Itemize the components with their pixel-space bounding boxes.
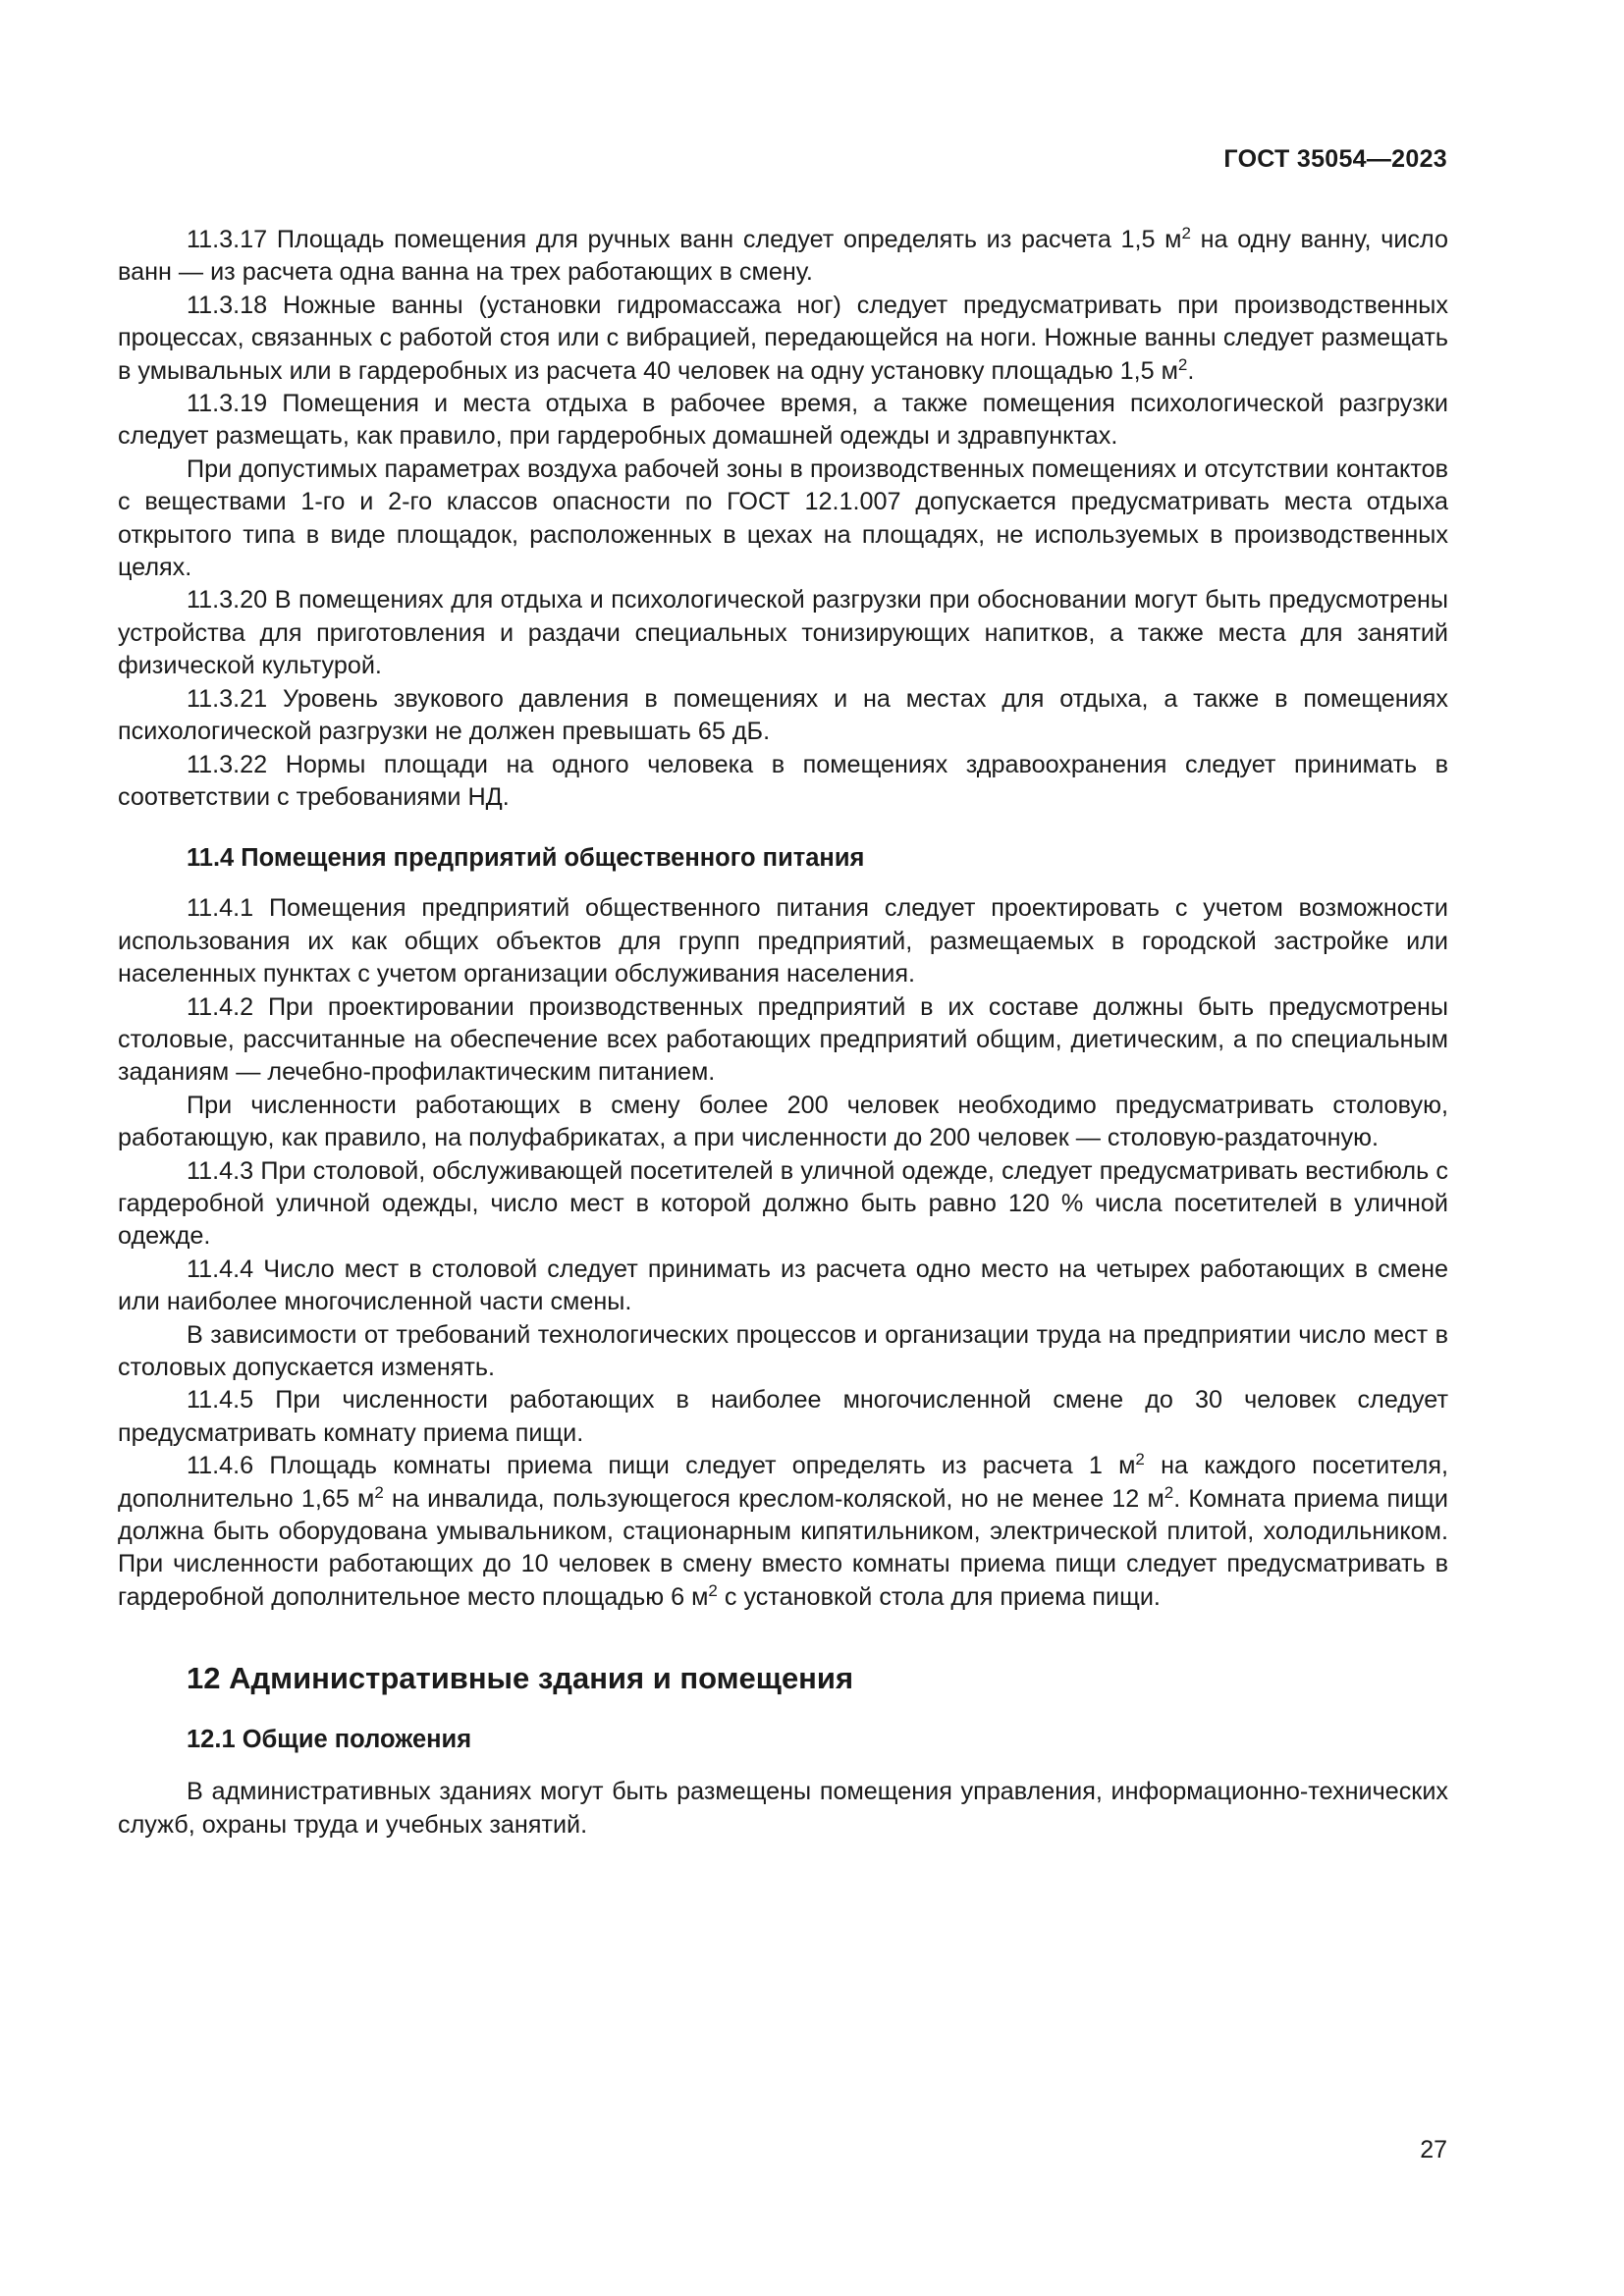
text-run: 11.4.6 Площадь комнаты приема пищи следует определять из расчета 1 м bbox=[187, 1452, 1136, 1480]
paragraph-11-4-5: 11.4.5 При численности работающих в наиболее многочисленной смене до 30 человек следует предусматривать комнату приема пищи. bbox=[118, 1386, 1448, 1447]
superscript: 2 bbox=[1177, 354, 1188, 374]
text-run: 11.3.17 Площадь помещения для ручных ванн следует определять из расчета 1,5 м bbox=[187, 226, 1182, 253]
paragraph-11-3-17 bbox=[118, 224, 1448, 290]
page-number: 27 bbox=[1420, 2136, 1447, 2163]
document-id-header: ГОСТ 35054—2023 bbox=[1223, 145, 1447, 173]
section-heading-11-4: 11.4 Помещения предприятий общественного питания bbox=[187, 844, 865, 873]
paragraph-12-1-intro: В административных зданиях могут быть размещены помещения управления, информационно-технических служб, охраны труда и учебных занятий. bbox=[118, 1778, 1448, 1839]
superscript: 2 bbox=[1164, 1482, 1174, 1502]
text-run: 11.3.18 Ножные ванны (установки гидромассажа ног) следует предусматривать при производственных процессах, связанных с работой стоя или с вибрацией, передающейся на ноги. Ножные ванны следует размещать в умывальных или в гардеробных из расчета 40 человек на одну установку площадью 1,5 м bbox=[118, 291, 1448, 385]
text-run: на каждого посетителя, дополнительно 1,65 м bbox=[118, 1452, 1448, 1513]
superscript: 2 bbox=[1135, 1450, 1145, 1469]
paragraph-11-4-4: 11.4.4 Число мест в столовой следует принимать из расчета одно место на четырех работающих в смене или наиболее многочисленной части смены. bbox=[118, 1255, 1448, 1316]
chapter-heading-12: 12 Административные здания и помещения bbox=[187, 1661, 854, 1696]
text-run: . Комната приема пищи должна быть оборудована умывальником, стационарным кипятильником, электрической плитой, холодильником. При численности работающих до 10 человек в смену вместо комнаты приема пищи следует предусматривать в гардеробной дополнительное место площадью 6 м bbox=[118, 1484, 1448, 1611]
paragraph-11-4-2: 11.4.2 При проектировании производственных предприятий в их составе должны быть предусмотрены столовые, рассчитанные на обеспечение всех работающих предприятий общим, диетическим, а по специальным заданиям — лечебно-профилактическим питанием. bbox=[118, 992, 1448, 1087]
text-run: с установкой стола для приема пищи. bbox=[717, 1582, 1161, 1611]
document-body bbox=[118, 224, 1448, 1842]
text-run: на инвалида, пользующегося креслом-коляской, но не менее 12 м bbox=[383, 1484, 1164, 1513]
superscript: 2 bbox=[708, 1580, 718, 1600]
paragraph-11-3-19: 11.3.19 Помещения и места отдыха в рабочее время, а также помещения психологической разгрузки следует размещать, как правило, при гардеробных домашней одежды и здравпунктах. bbox=[118, 390, 1448, 451]
paragraph-11-3-20: 11.3.20 В помещениях для отдыха и психологической разгрузки при обосновании могут быть предусмотрены устройства для приготовления и раздачи специальных тонизирующих напитков, а также места для занятий физической культурой. bbox=[118, 586, 1448, 680]
paragraph-canteen-size: При численности работающих в смену более 200 человек необходимо предусматривать столовую, работающую, как правило, на полуфабрикатах, а при численности до 200 человек — столовую-раздаточную. bbox=[118, 1091, 1448, 1152]
paragraph-11-3-22: 11.3.22 Нормы площади на одного человека в помещениях здравоохранения следует принимать в соответствии с требованиями НД. bbox=[118, 750, 1448, 811]
paragraph-11-3-21: 11.3.21 Уровень звукового давления в помещениях и на местах для отдыха, а также в помещениях психологической разгрузки не должен превышать 65 дБ. bbox=[118, 684, 1448, 746]
text-run: на одну ванну, число ванн — из расчета одна ванна на трех работающих в смену. bbox=[118, 226, 1448, 287]
paragraph-11-3-18 bbox=[118, 290, 1448, 388]
paragraph-11-4-3: 11.4.3 При столовой, обслуживающей посетителей в уличной одежде, следует предусматривать вестибюль с гардеробной уличной одежды, число мест в которой должно быть равно 120 % числа посетителей в уличной одежде. bbox=[118, 1156, 1448, 1251]
paragraph-seat-count: В зависимости от требований технологических процессов и организации труда на предприятии число мест в столовых допускается изменять. bbox=[118, 1320, 1448, 1381]
section-heading-12-1: 12.1 Общие положения bbox=[187, 1726, 472, 1754]
superscript: 2 bbox=[1181, 224, 1191, 242]
paragraph-11-4-6 bbox=[118, 1450, 1448, 1614]
paragraph-rest-zones: При допустимых параметрах воздуха рабочей зоны в производственных помещениях и отсутствии контактов с веществами 1-го и 2-го классов опасности по ГОСТ 12.1.007 допускается предусматривать места отдыха открытого типа в виде площадок, расположенных в цехах на площадях, не используемых в производственных целях. bbox=[118, 454, 1448, 582]
paragraph-11-4-1: 11.4.1 Помещения предприятий общественного питания следует проектировать с учетом возможности использования их как общих объектов для групп предприятий, размещаемых в городской застройке или населенных пунктах с учетом организации обслуживания населения. bbox=[118, 894, 1448, 988]
superscript: 2 bbox=[374, 1482, 384, 1502]
text-run: . bbox=[1187, 356, 1195, 385]
